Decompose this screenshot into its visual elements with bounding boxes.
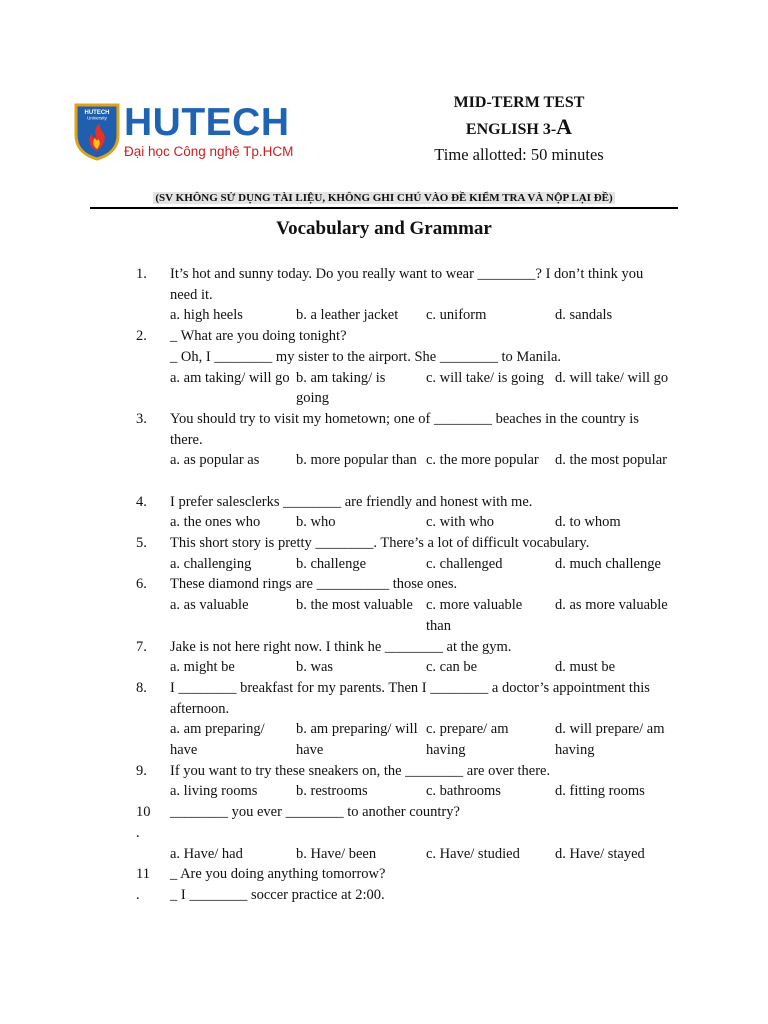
answer-option: c. Have/ studied: [426, 845, 520, 862]
section-title: Vocabulary and Grammar: [276, 218, 492, 239]
question-row: [0, 637, 768, 658]
answer-options: [0, 781, 768, 802]
question: [0, 492, 768, 533]
question-number: 8.: [136, 679, 147, 696]
question: [0, 761, 768, 802]
answer-option: c. bathrooms: [426, 783, 501, 800]
answer-options: [0, 719, 768, 760]
question-number: 11: [136, 866, 150, 883]
question-number: 10: [136, 804, 151, 821]
answer-option: a. as popular as: [170, 452, 260, 469]
question-number: 6.: [136, 576, 147, 593]
answer-options: [0, 844, 768, 865]
answer-option: d. much challenge: [555, 555, 661, 572]
answer-option: b. am taking/ is going: [296, 369, 386, 407]
question-list: [0, 264, 768, 906]
question: [0, 637, 768, 678]
question-stem: It’s hot and sunny today. Do you really want to wear ________? I don’t think you need it.: [170, 266, 644, 303]
answer-options: [0, 450, 768, 491]
question-number: 3.: [136, 410, 147, 427]
answer-option: b. was: [296, 659, 334, 676]
svg-text:University: University: [87, 115, 107, 121]
question-row: [0, 802, 768, 823]
divider: [90, 207, 678, 209]
test-title: MID-TERM TEST: [453, 94, 585, 111]
answer-option: a. the ones who: [170, 514, 261, 531]
test-header: [404, 92, 634, 167]
answer-option: b. who: [296, 514, 336, 531]
answer-options: [0, 512, 768, 533]
question-stem: If you want to try these sneakers on, the ________ are over there.: [170, 762, 551, 779]
answer-option: c. with who: [426, 514, 495, 531]
question-row: [0, 678, 768, 719]
question: [0, 864, 768, 905]
time-allotted: Time allotted: 50 minutes: [434, 145, 604, 164]
question: [0, 802, 768, 864]
answer-option: b. Have/ been: [296, 845, 377, 862]
answer-options: [0, 554, 768, 575]
question-row: [0, 264, 768, 305]
answer-option: a. am preparing/ have: [170, 721, 265, 759]
question-row: [0, 885, 768, 906]
question-stem: This short story is pretty ________. There’s a lot of difficult vocabulary.: [170, 535, 590, 552]
answer-option: b. challenge: [296, 555, 367, 572]
question-row: [0, 761, 768, 782]
question-number: 4.: [136, 493, 147, 510]
exam-note: [90, 190, 678, 206]
question-stem: Jake is not here right now. I think he ________ at the gym.: [170, 638, 512, 655]
answer-option: a. am taking/ will go: [170, 369, 290, 386]
course-letter: A: [556, 114, 573, 139]
answer-option: a. living rooms: [170, 783, 258, 800]
answer-option: b. the most valuable: [296, 597, 413, 614]
question-stem: _ I ________ soccer practice at 2:00.: [170, 886, 385, 903]
question: [0, 264, 768, 326]
question-row: [0, 492, 768, 513]
answer-option: d. must be: [555, 659, 616, 676]
question-number-dot: .: [136, 824, 140, 841]
answer-option: d. fitting rooms: [555, 783, 645, 800]
svg-text:HUTECH: HUTECH: [84, 110, 110, 116]
question-row: [0, 326, 768, 347]
answer-option: a. might be: [170, 659, 235, 676]
answer-options: [0, 595, 768, 636]
question: [0, 533, 768, 574]
question-number: 9.: [136, 762, 147, 779]
question: [0, 326, 768, 409]
question-number-dot: .: [136, 886, 140, 903]
question-row: [0, 574, 768, 595]
logo-text: [124, 100, 293, 160]
question-number: 7.: [136, 638, 147, 655]
answer-option: c. prepare/ am having: [426, 721, 509, 759]
answer-option: a. challenging: [170, 555, 252, 572]
answer-option: a. as valuable: [170, 597, 249, 614]
answer-option: c. more valuable than: [426, 597, 523, 634]
hutech-shield-icon: [74, 103, 120, 161]
question-stem: I prefer salesclerks ________ are friendly and honest with me.: [170, 493, 533, 510]
answer-option: d. will prepare/ am having: [555, 721, 665, 759]
answer-option: b. am preparing/ will have: [296, 721, 418, 759]
answer-option: c. challenged: [426, 555, 503, 572]
course-name: [404, 114, 634, 143]
question-stem: You should try to visit my hometown; one of ________ beaches in the country is there.: [170, 410, 639, 448]
question-stem: _ Are you doing anything tomorrow?: [170, 866, 386, 883]
answer-option: d. as more valuable: [555, 597, 668, 614]
question-row: [0, 347, 768, 368]
question: [0, 678, 768, 761]
answer-option: b. a leather jacket: [296, 307, 399, 324]
question-row: [0, 409, 768, 450]
answer-option: d. Have/ stayed: [555, 845, 645, 862]
course-prefix: ENGLISH 3-: [465, 121, 557, 138]
question-stem: _ What are you doing tonight?: [170, 328, 347, 345]
answer-option: c. will take/ is going: [426, 369, 544, 386]
question-stem: _ Oh, I ________ my sister to the airport. She ________ to Manila.: [170, 348, 562, 365]
answer-option: c. can be: [426, 659, 478, 676]
question-stem: These diamond rings are __________ those ones.: [170, 576, 458, 593]
answer-option: d. the most popular: [555, 452, 667, 469]
question-row: [0, 864, 768, 885]
answer-option: d. will take/ will go: [555, 369, 669, 386]
answer-option: c. uniform: [426, 307, 487, 324]
question: [0, 409, 768, 492]
answer-option: d. to whom: [555, 514, 621, 531]
answer-option: c. the more popular: [426, 452, 539, 469]
answer-options: [0, 657, 768, 678]
logo-subtitle: Đại học Công nghệ Tp.HCM: [124, 144, 294, 159]
answer-option: b. more popular than: [296, 452, 417, 469]
question-number: 5.: [136, 535, 147, 552]
answer-option: d. sandals: [555, 307, 613, 324]
question-row: [0, 823, 768, 844]
question-stem: ________ you ever ________ to another country?: [170, 804, 460, 821]
question-stem: I ________ breakfast for my parents. Then I ________ a doctor’s appointment this afternoon.: [170, 679, 650, 717]
answer-options: [0, 368, 768, 409]
question-number: 2.: [136, 328, 147, 345]
answer-options: [0, 305, 768, 326]
question: [0, 574, 768, 636]
answer-option: a. high heels: [170, 307, 243, 324]
university-logo: [74, 103, 120, 166]
answer-option: a. Have/ had: [170, 845, 243, 862]
question-number: 1.: [136, 266, 147, 282]
exam-note-text: (SV KHÔNG SỬ DỤNG TÀI LIỆU, KHÔNG GHI CHÚ VÀO ĐỀ KIỂM TRA VÀ NỘP LẠI ĐỀ): [155, 192, 613, 204]
question-row: [0, 533, 768, 554]
answer-option: b. restrooms: [296, 783, 368, 800]
logo-wordmark: HUTECH: [124, 101, 290, 144]
